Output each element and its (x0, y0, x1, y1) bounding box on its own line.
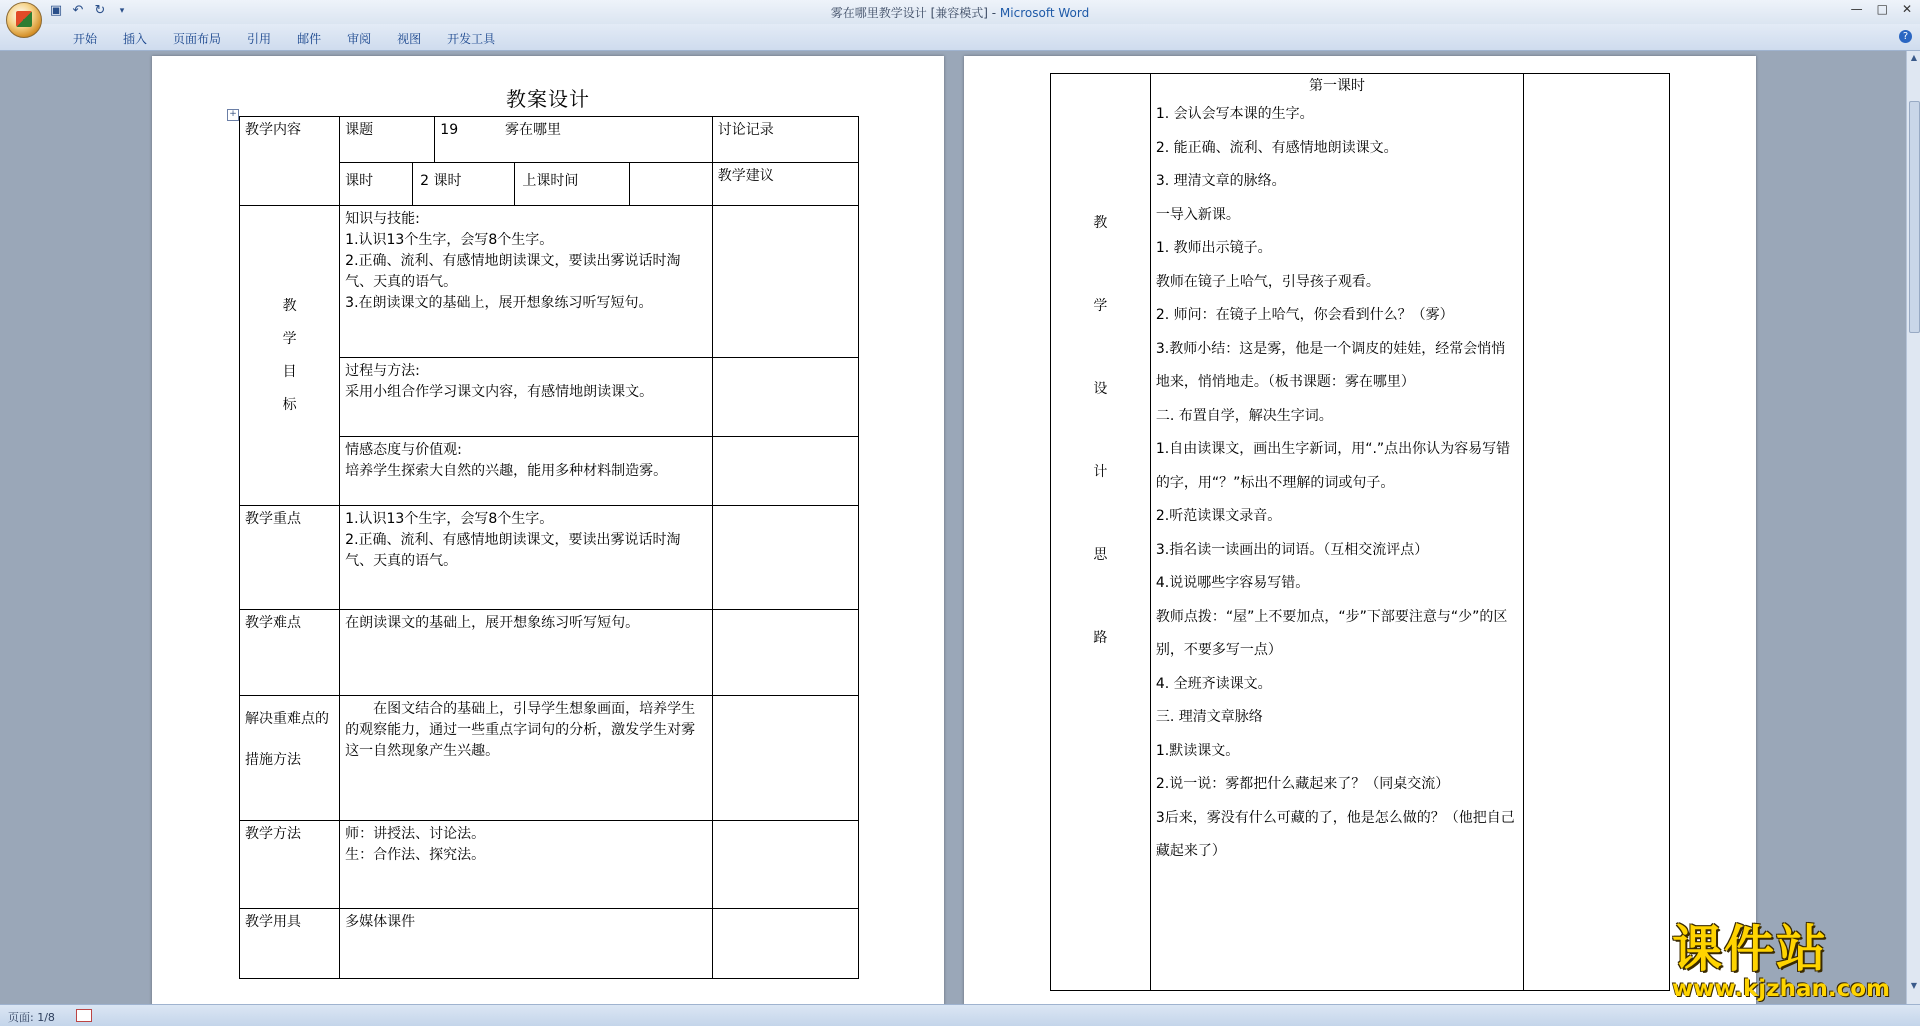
save-icon[interactable]: ▣ (49, 3, 63, 18)
label-topic: 课题 (340, 117, 435, 163)
class-time-cell (515, 163, 712, 206)
watermark-title: 课件站 (1672, 920, 1828, 978)
proofing-icon[interactable] (76, 1009, 92, 1022)
design-line: 3后来，雾没有什么可藏的了，他是怎么做的？（他把自己藏起来了） (1155, 809, 1515, 859)
goal-text: 培养学生探索大自然的兴趣，能用多种材料制造雾。 (345, 463, 668, 479)
side-char: 路 (1093, 629, 1108, 646)
goal-emotion-cell (340, 437, 713, 506)
goal-text: 3.在朗读课文的基础上，展开想象练习听写短句。 (345, 295, 653, 311)
empty-cell (712, 909, 858, 979)
lesson-name: 雾在哪里 (505, 122, 562, 138)
label-measures: 解决重难点的措施方法 (240, 696, 340, 821)
help-icon[interactable]: ? (1899, 30, 1912, 43)
vertical-scrollbar[interactable] (1906, 51, 1920, 1004)
tab-developer[interactable]: 开发工具 (447, 32, 496, 46)
design-line: 二. 布置自学，解决生字词。 (1155, 407, 1333, 424)
tab-view[interactable]: 视图 (397, 32, 422, 46)
status-bar (0, 1004, 1920, 1026)
goal-knowledge-cell (340, 206, 713, 358)
tab-references[interactable]: 引用 (247, 32, 272, 46)
empty-cell (712, 437, 858, 506)
app-name: Microsoft Word (999, 6, 1090, 20)
tab-home[interactable]: 开始 (73, 32, 98, 46)
side-char: 教 (1093, 214, 1108, 231)
empty-cell (712, 696, 858, 821)
empty-cell (712, 206, 858, 358)
goal-char: 教 (282, 297, 297, 314)
key-points-cell (340, 506, 713, 610)
goal-text: 1.认识13个生字，会写8个生字。 (345, 232, 554, 248)
label-methods: 教学方法 (240, 821, 340, 909)
difficulties-cell: 在朗读课文的基础上，展开想象练习听写短句。 (340, 610, 713, 696)
goal-char: 目 (282, 363, 297, 380)
scroll-up-icon[interactable]: ▲ (1910, 53, 1918, 62)
empty-cell (712, 821, 858, 909)
document-title: 雾在哪里教学设计 [兼容模式] - (830, 6, 1000, 20)
document-workspace (0, 51, 1906, 1004)
empty-cell (712, 358, 858, 437)
lesson-plan-table (239, 116, 859, 979)
design-line: 教师点拨：“屋”上不要加点，“步”下部要注意与“少”的区别，不要多写一点） (1155, 608, 1508, 658)
tools-cell: 多媒体课件 (340, 909, 713, 979)
goal-char: 学 (282, 330, 297, 347)
goal-process-cell (340, 358, 713, 437)
minimize-icon[interactable]: — (1850, 2, 1863, 16)
design-line: 4.说说哪些字容易写错。 (1155, 575, 1310, 591)
title-bar (0, 0, 1920, 25)
label-difficulties: 教学难点 (240, 610, 340, 696)
label-suggestion: 教学建议 (712, 163, 858, 206)
design-line: 2.说一说：雾都把什么藏起来了？（同桌交流） (1155, 776, 1450, 792)
design-line: 三. 理清文章脉络 (1155, 709, 1263, 725)
empty-cell (1524, 74, 1670, 991)
tab-page-layout[interactable]: 页面布局 (173, 32, 222, 46)
goal-char: 标 (282, 396, 297, 413)
label-teaching-content: 教学内容 (240, 117, 340, 206)
lesson-number: 19 (440, 122, 459, 138)
office-logo-icon (16, 11, 32, 27)
side-char: 思 (1093, 546, 1108, 563)
design-line: 1.默读课文。 (1155, 742, 1240, 759)
close-icon[interactable]: ✕ (1901, 2, 1912, 16)
page-title: 教案设计 (506, 87, 590, 111)
method-text: 师：讲授法、讨论法。 (345, 826, 486, 842)
methods-cell (340, 821, 713, 909)
label-design-ideas (1051, 74, 1151, 991)
page-indicator[interactable]: 页面: 1/8 (8, 1011, 55, 1024)
goal-text: 情感态度与价值观: (345, 442, 462, 458)
method-text: 生：合作法、探究法。 (345, 847, 486, 863)
redo-icon[interactable]: ↻ (94, 3, 106, 18)
office-button[interactable] (6, 2, 42, 38)
empty-cell (712, 610, 858, 696)
key-point-text: 2.正确、流利、有感情地朗读课文，要读出雾说话时淘气、天真的语气。 (345, 532, 681, 569)
undo-icon[interactable]: ↶ (72, 3, 84, 18)
design-line: 4. 全班齐读课文。 (1155, 675, 1272, 692)
key-point-text: 1.认识13个生字，会写8个生字。 (345, 511, 554, 527)
goal-text: 过程与方法: (345, 363, 420, 379)
window-controls (1851, 2, 1912, 16)
goal-text: 2.正确、流利、有感情地朗读课文，要读出雾说话时淘气、天真的语气。 (345, 253, 681, 290)
design-line: 2. 师问：在镜子上哈气，你会看到什么？（雾） (1155, 307, 1454, 323)
period-value: 2 课时 (420, 173, 462, 189)
customize-qat-icon[interactable]: ▾ (119, 6, 125, 16)
watermark-url: www.kjzhan.com (1672, 976, 1890, 1002)
design-line: 一导入新课。 (1155, 206, 1240, 223)
label-discussion: 讨论记录 (712, 117, 858, 163)
empty-cell (712, 506, 858, 610)
label-key-points: 教学重点 (240, 506, 340, 610)
label-tools: 教学用具 (240, 909, 340, 979)
design-line: 3. 理清文章的脉络。 (1155, 173, 1286, 189)
label-teaching-goals (240, 206, 340, 506)
topic-value (435, 117, 712, 163)
tab-mailings[interactable]: 邮件 (297, 32, 322, 46)
ribbon (0, 24, 1920, 51)
design-line: 3.教师小结：这是雾，他是一个调皮的娃娃，经常会悄悄地来，悄悄地走。（板书课题：雾在哪里） (1155, 340, 1506, 390)
design-content-cell (1150, 74, 1523, 991)
document-page-2[interactable] (964, 56, 1756, 1006)
period-cell (340, 163, 515, 206)
maximize-icon[interactable]: □ (1876, 2, 1888, 16)
scroll-down-icon[interactable]: ▼ (1910, 981, 1918, 990)
scrollbar-thumb[interactable] (1909, 101, 1920, 333)
design-line: 3.指名读一读画出的词语。（互相交流评点） (1155, 541, 1429, 558)
measures-cell: 在图文结合的基础上，引导学生想象画面，培养学生的观察能力，通过一些重点字词句的分析，激发学生对雾这一自然现象产生兴趣。 (340, 696, 713, 821)
design-line: 教师在镜子上哈气，引导孩子观看。 (1155, 273, 1380, 290)
design-table (1050, 73, 1670, 991)
document-page-1[interactable] (152, 56, 944, 1006)
lesson-period-header: 第一课时 (1309, 78, 1366, 94)
design-line: 2. 能正确、流利、有感情地朗读课文。 (1155, 139, 1398, 156)
ribbon-tabs (60, 30, 508, 47)
label-period: 课时 (340, 163, 413, 205)
design-line: 1. 教师出示镜子。 (1155, 240, 1272, 256)
side-char: 设 (1093, 380, 1108, 397)
class-time-value (630, 163, 640, 205)
design-line: 2.听范读课文录音。 (1155, 508, 1282, 524)
tab-review[interactable]: 审阅 (347, 32, 372, 46)
goal-text: 采用小组合作学习课文内容，有感情地朗读课文。 (345, 384, 654, 400)
side-char: 计 (1093, 463, 1108, 480)
side-char: 学 (1093, 297, 1108, 314)
label-class-time: 上课时间 (515, 163, 630, 205)
design-line: 1. 会认会写本课的生字。 (1155, 106, 1314, 122)
design-line: 1.自由读课文，画出生字新词，用“.”点出你认为容易写错的字，用“？”标出不理解的词或句子。 (1155, 441, 1511, 491)
table-move-handle-icon[interactable]: + (227, 109, 239, 121)
goal-text: 知识与技能: (345, 211, 420, 227)
tab-insert[interactable]: 插入 (123, 32, 148, 46)
site-watermark (1672, 922, 1910, 1002)
window-title (0, 4, 1920, 21)
